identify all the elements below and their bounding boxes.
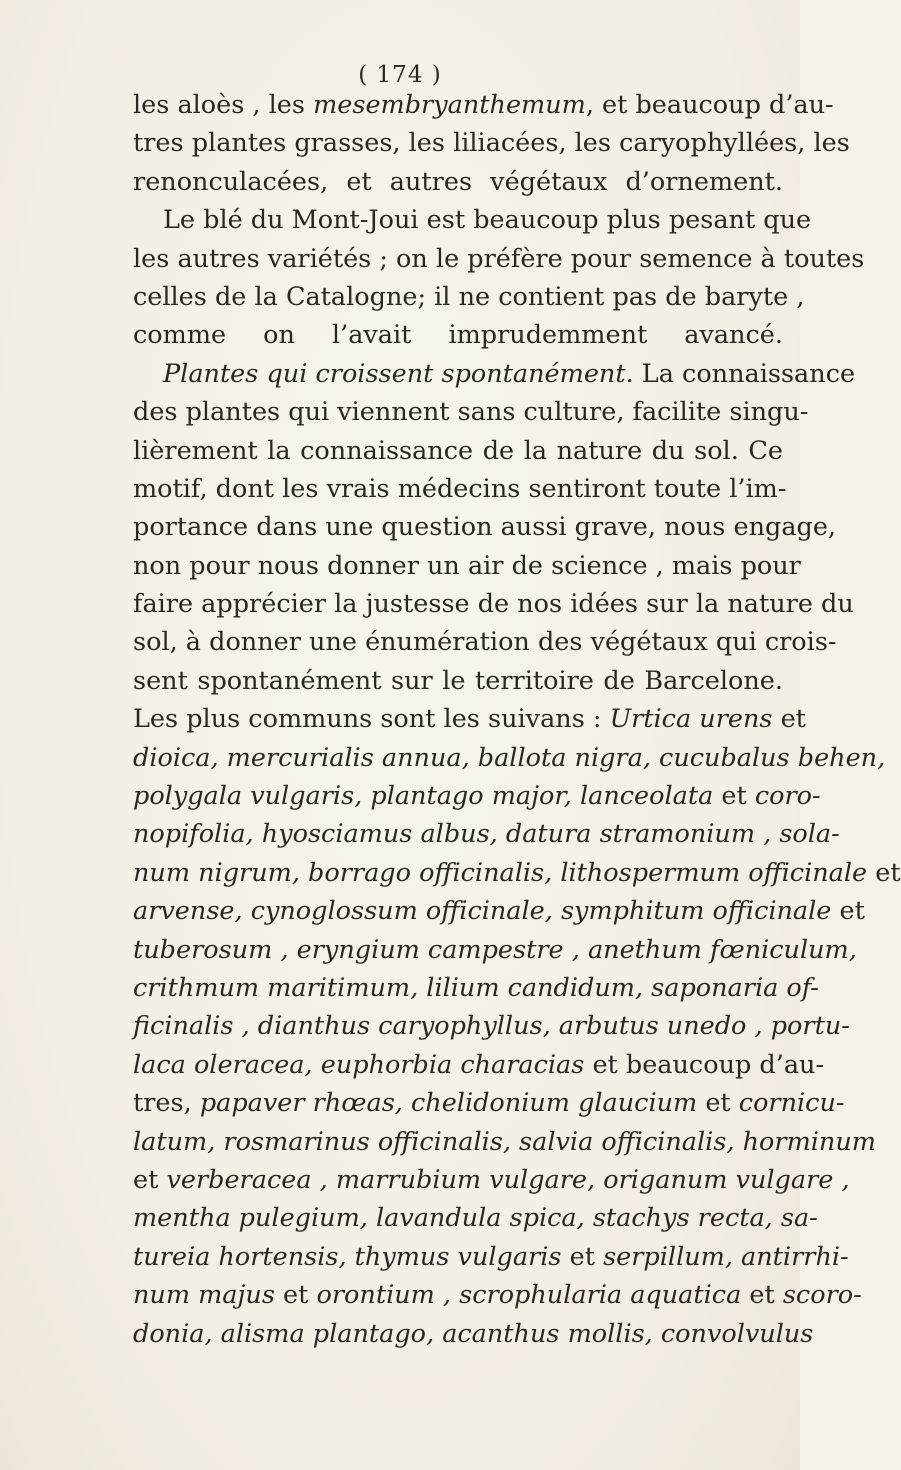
text-line xyxy=(133,1123,876,1161)
body-text xyxy=(133,86,901,1353)
italic-text-segment: coro- xyxy=(754,781,821,812)
text-line xyxy=(133,547,801,585)
text-line xyxy=(133,1315,814,1353)
text-segment: tres plantes grasses, les liliacées, les caryophyllées, les xyxy=(133,128,850,159)
text-segment: sent spontanément sur le territoire de Barcelone. xyxy=(133,665,783,696)
text-segment: les autres variétés ; on le préfère pour semence à toutes xyxy=(133,243,865,274)
italic-text-segment: serpillum, antirrhi- xyxy=(603,1241,849,1272)
text-line xyxy=(133,201,812,239)
text-line xyxy=(133,854,901,892)
text-segment: et beaucoup d’au- xyxy=(584,1049,825,1080)
italic-text-segment: ficinalis , dianthus caryophyllus, arbutus unedo , portu- xyxy=(133,1011,850,1042)
italic-text-segment: mesembryanthemum xyxy=(313,90,586,120)
italic-text-segment: tureia hortensis, thymus vulgaris xyxy=(133,1241,562,1272)
text-segment: non pour nous donner un air de science , mais pour xyxy=(133,550,801,581)
text-line xyxy=(133,316,783,354)
italic-text-segment: arvense, cynoglossum officinale, symphitum officinale xyxy=(133,896,832,927)
italic-text-segment: donia, alisma plantago, acanthus mollis, convolvulus xyxy=(133,1318,814,1349)
text-segment: et xyxy=(741,1280,783,1311)
text-segment: , et beaucoup d’au- xyxy=(585,90,834,120)
text-segment: les aloès , les xyxy=(133,90,314,120)
italic-text-segment: Plantes qui croissent spontanément. xyxy=(163,358,634,389)
italic-text-segment: latum, rosmarinus officinalis, salvia officinalis, horminum xyxy=(133,1126,876,1157)
text-line xyxy=(133,662,783,700)
text-line xyxy=(133,86,834,124)
text-segment: et xyxy=(561,1241,604,1272)
italic-text-segment: Urtica urens xyxy=(609,704,773,735)
text-line xyxy=(133,815,840,853)
text-segment: motif, dont les vrais médecins sentiront toute l’im- xyxy=(133,473,787,504)
text-line xyxy=(133,700,806,738)
page-number: ( 174 ) xyxy=(358,62,442,88)
text-segment: Le blé du Mont-Joui est beaucoup plus pesant que xyxy=(163,205,812,236)
text-segment: celles de la Catalogne; il ne contient pas de baryte , xyxy=(133,281,805,312)
text-line xyxy=(133,623,837,661)
text-segment: et xyxy=(697,1088,739,1119)
text-segment: comme on l’avait imprudemment avancé. xyxy=(133,320,783,351)
text-line xyxy=(133,278,805,316)
text-line xyxy=(133,739,886,777)
text-line xyxy=(133,124,850,162)
text-line xyxy=(133,508,837,546)
italic-text-segment: cornicu- xyxy=(738,1088,845,1119)
text-line xyxy=(133,777,821,815)
text-line xyxy=(133,585,854,623)
text-line xyxy=(133,470,787,508)
text-segment: et xyxy=(772,704,806,735)
text-segment: et xyxy=(133,1164,167,1195)
text-segment: tres, xyxy=(133,1088,200,1119)
text-line xyxy=(133,969,819,1007)
text-segment: renonculacées, et autres végétaux d’ornement. xyxy=(133,166,783,197)
text-segment: et xyxy=(274,1280,317,1311)
text-line xyxy=(133,1084,845,1122)
text-line xyxy=(133,892,865,930)
italic-text-segment: papaver rhœas, chelidonium glaucium xyxy=(199,1088,698,1119)
italic-text-segment: nopifolia, hyosciamus albus, datura stramonium , sola- xyxy=(133,819,840,850)
text-line xyxy=(133,1046,825,1084)
italic-text-segment: scoro- xyxy=(782,1280,862,1311)
text-segment: sol, à donner une énumération des végétaux qui crois- xyxy=(133,627,837,658)
text-segment: et xyxy=(831,896,865,927)
text-segment: portance dans une question aussi grave, nous engage, xyxy=(133,512,837,543)
text-line xyxy=(133,931,857,969)
text-line xyxy=(133,163,783,201)
italic-text-segment: verberacea , marrubium vulgare, origanum vulgare , xyxy=(166,1164,850,1195)
italic-text-segment: crithmum maritimum, lilium candidum, saponaria of- xyxy=(133,972,819,1003)
text-segment: lièrement la connaissance de la nature du sol. Ce xyxy=(133,435,783,466)
text-segment: des plantes qui viennent sans culture, facilite singu- xyxy=(133,397,809,428)
text-line xyxy=(133,1238,849,1276)
text-line xyxy=(133,1161,850,1199)
italic-text-segment: laca oleracea, euphorbia characias xyxy=(133,1049,585,1080)
italic-text-segment: dioica, mercurialis annua, ballota nigra, cucubalus behen, xyxy=(133,742,886,773)
text-line xyxy=(133,1276,862,1314)
text-line xyxy=(133,1199,818,1237)
italic-text-segment: polygala vulgaris, plantago major, lanceolata xyxy=(133,781,714,812)
text-line xyxy=(133,355,856,393)
italic-text-segment: num majus xyxy=(133,1280,275,1311)
text-segment: Les plus communs sont les suivans : xyxy=(133,704,610,735)
italic-text-segment: tuberosum , eryngium campestre , anethum fœniculum, xyxy=(133,934,857,965)
italic-text-segment: orontium , scrophularia aquatica xyxy=(316,1280,742,1311)
text-segment: et xyxy=(713,781,755,812)
italic-text-segment: mentha pulegium, lavandula spica, stachys recta, sa- xyxy=(133,1203,818,1234)
text-segment: La connaissance xyxy=(633,358,856,389)
text-segment: et xyxy=(867,857,901,888)
text-segment: faire apprécier la justesse de nos idées sur la nature du xyxy=(133,589,854,620)
text-line xyxy=(133,393,809,431)
italic-text-segment: num nigrum, borrago officinalis, lithospermum officinale xyxy=(133,857,868,888)
text-line xyxy=(133,432,783,470)
text-line xyxy=(133,1007,850,1045)
text-line xyxy=(133,240,865,278)
